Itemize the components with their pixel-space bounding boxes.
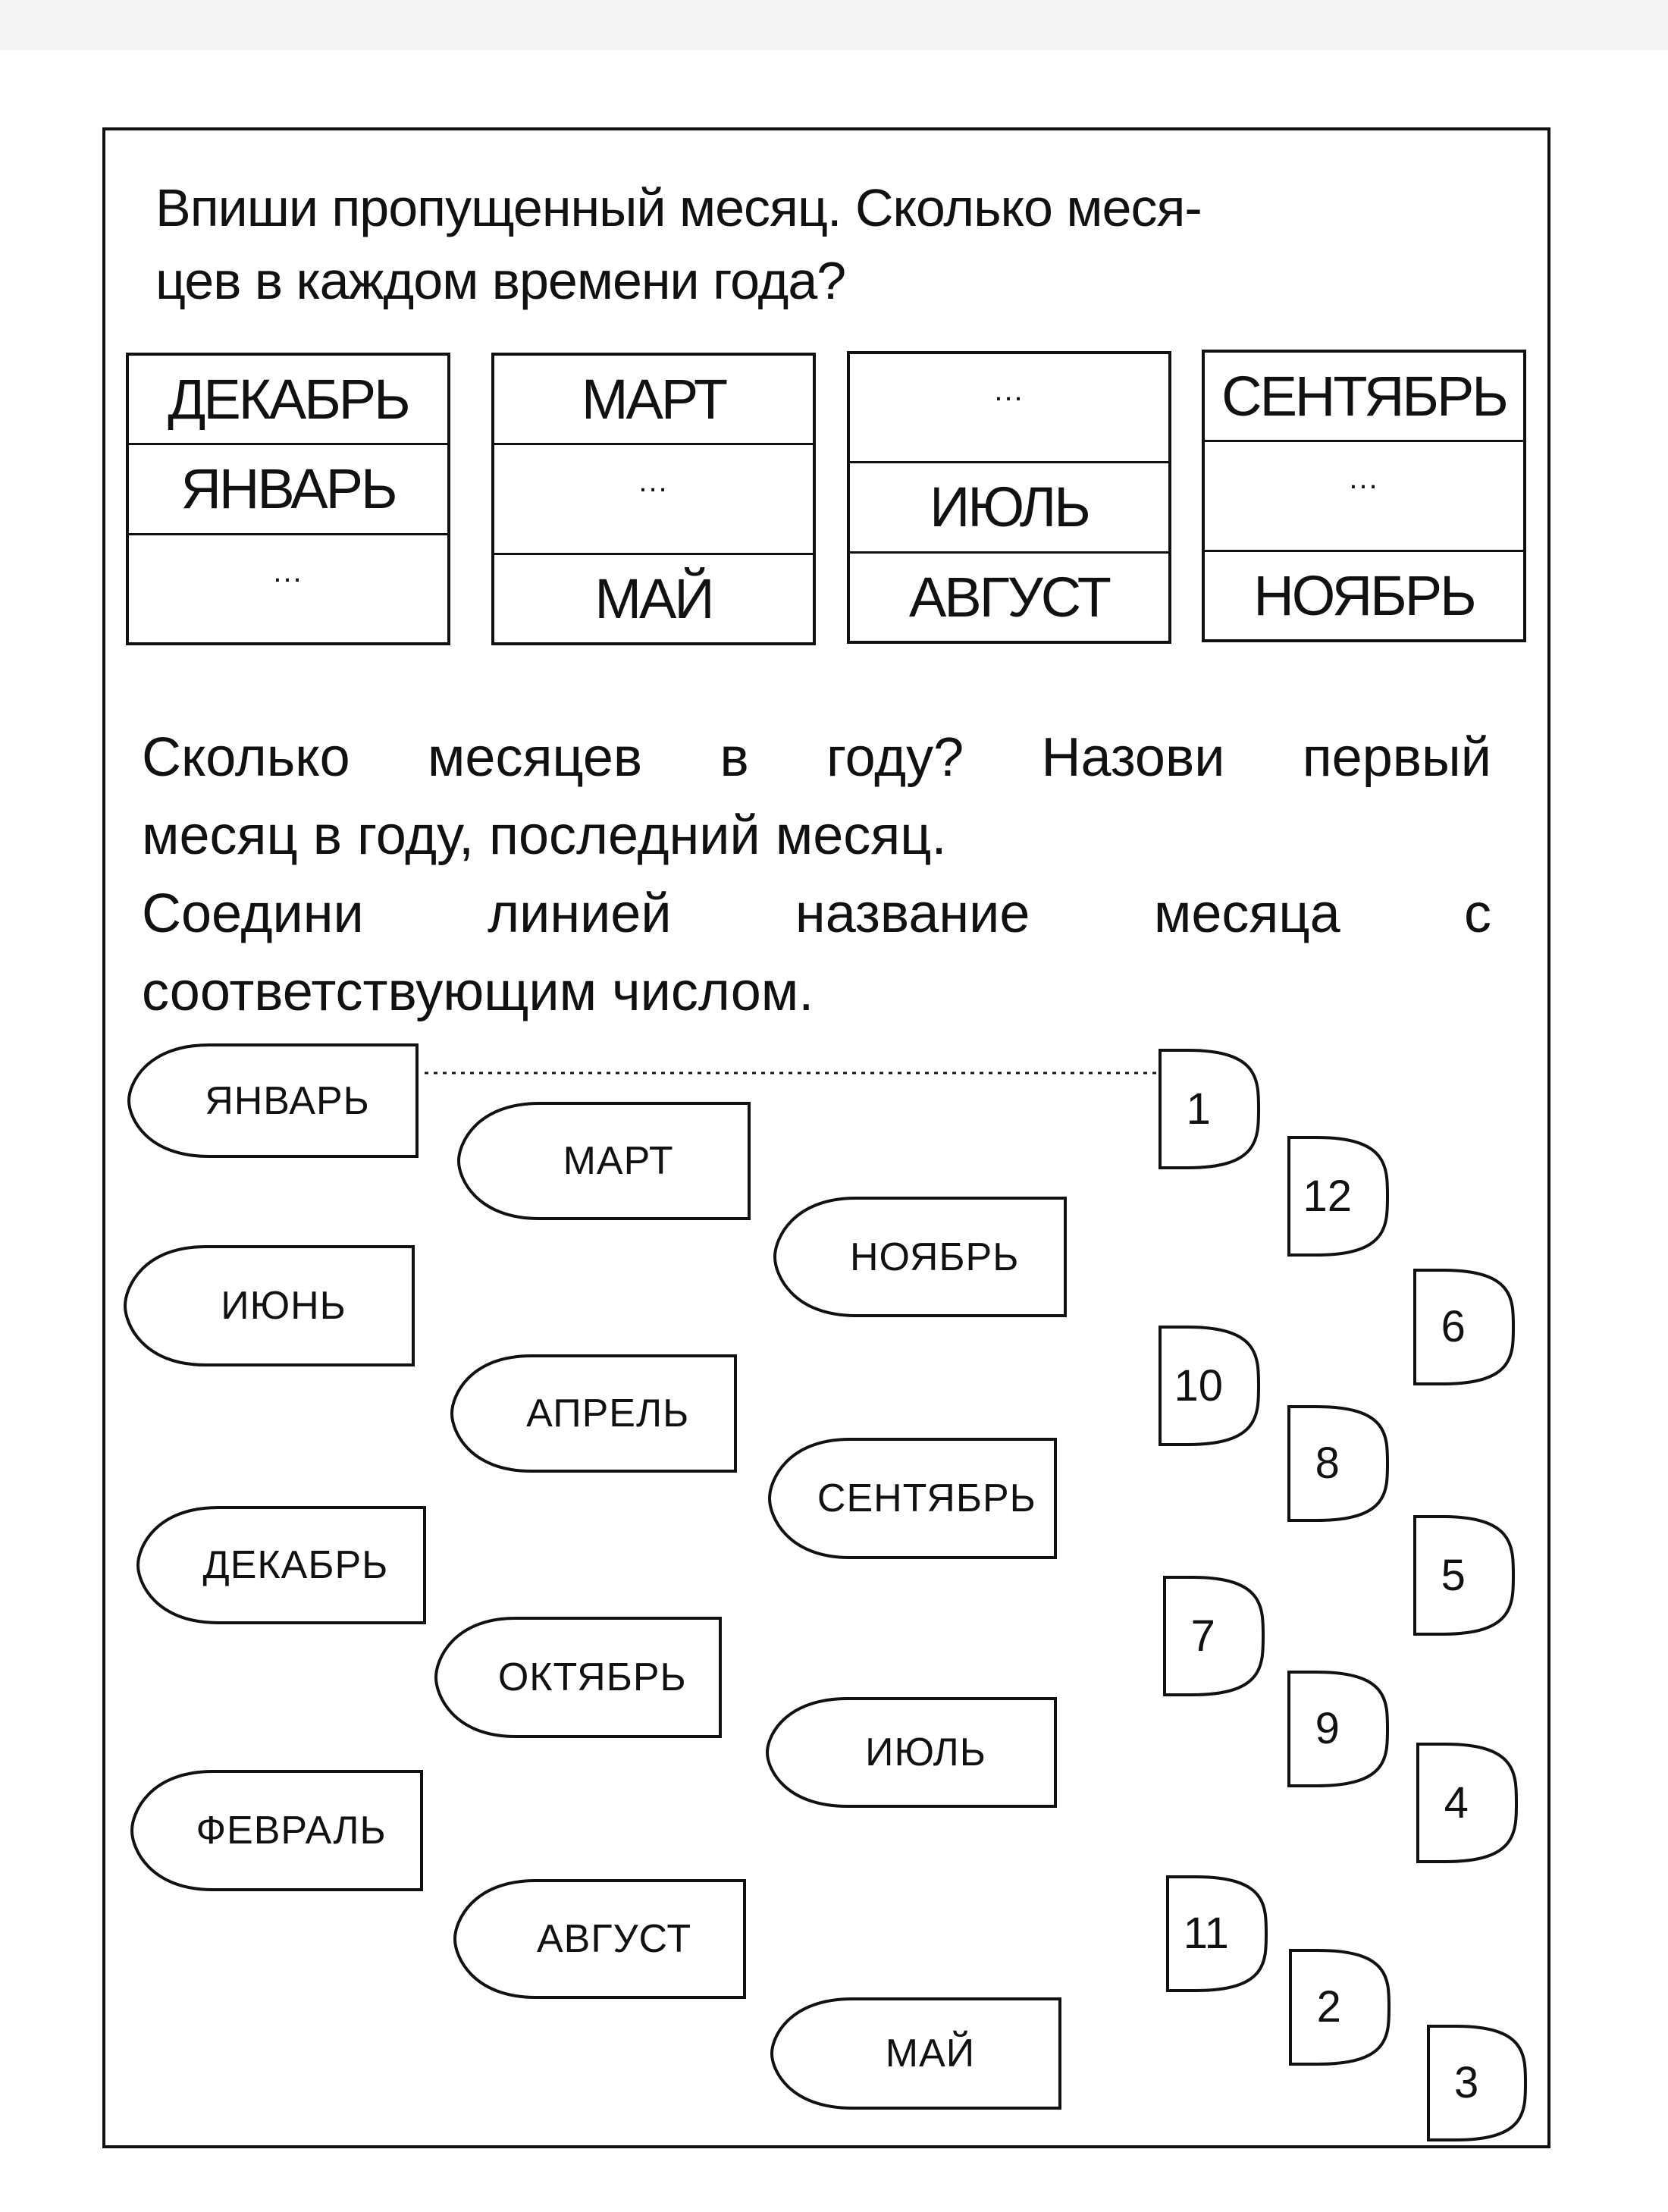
number-tag-label: 4: [1444, 1777, 1469, 1828]
month-tag-label: ИЮНЬ: [221, 1284, 346, 1328]
season-cell: НОЯБРЬ: [1253, 563, 1475, 627]
month-tag-label: ФЕВРАЛЬ: [196, 1809, 387, 1853]
month-tag-label: АВГУСТ: [537, 1917, 692, 1961]
month-tag-label: ИЮЛЬ: [865, 1730, 986, 1774]
season-cell: ДЕКАБРЬ: [129, 356, 447, 445]
number-tag-label: 9: [1315, 1704, 1340, 1753]
number-tag-label: 2: [1316, 1982, 1341, 2032]
month-tag-label: ОКТЯБРЬ: [497, 1655, 687, 1699]
season-cell: АВГУСТ: [909, 565, 1109, 629]
number-tag-label: 3: [1453, 2058, 1479, 2107]
task-2-line-3: Соедини линией название месяца с: [142, 883, 1491, 944]
month-tag-label: ЯНВАРЬ: [205, 1078, 370, 1123]
number-tag-label: 8: [1315, 1439, 1340, 1488]
season-cell: ЯНВАРЬ: [129, 445, 447, 535]
blank-cell[interactable]: ...: [494, 445, 813, 554]
season-cell: МАРТ: [494, 356, 813, 445]
blank-cell[interactable]: ...: [850, 354, 1168, 463]
number-tag-label: 6: [1441, 1302, 1466, 1351]
number-tag-label: 11: [1183, 1909, 1229, 1958]
blank-cell[interactable]: ...: [1205, 442, 1523, 551]
month-tag-label: АПРЕЛЬ: [526, 1392, 690, 1435]
season-cell: ИЮЛЬ: [850, 463, 1168, 553]
number-tag-label: 1: [1186, 1084, 1211, 1134]
month-tag-label: ДЕКАБРЬ: [202, 1543, 389, 1587]
blank-cell[interactable]: ...: [273, 554, 303, 588]
month-tag-label: МАРТ: [563, 1139, 674, 1183]
task-2-line-2: месяц в году, последний месяц.: [142, 805, 947, 866]
task-1-line-2: цев в каждом времени года?: [155, 251, 846, 310]
month-tag-label: СЕНТЯБРЬ: [817, 1476, 1036, 1520]
task-2-line-4: соответствующим числом.: [142, 962, 814, 1022]
season-cell: МАЙ: [594, 566, 713, 630]
number-tag-label: 7: [1190, 1611, 1215, 1661]
number-tag-label: 5: [1441, 1550, 1466, 1600]
season-cell: СЕНТЯБРЬ: [1205, 353, 1523, 442]
number-tag-label: 12: [1303, 1171, 1353, 1221]
task-1-line-1: Впиши пропущенный месяц. Сколько меся-: [155, 178, 1202, 237]
month-tag-label: МАЙ: [885, 2032, 976, 2076]
month-tag-label: НОЯБРЬ: [849, 1235, 1020, 1279]
task-2-line-1: Сколько месяцев в году? Назови первый: [142, 727, 1491, 788]
number-tag-label: 10: [1174, 1360, 1224, 1410]
